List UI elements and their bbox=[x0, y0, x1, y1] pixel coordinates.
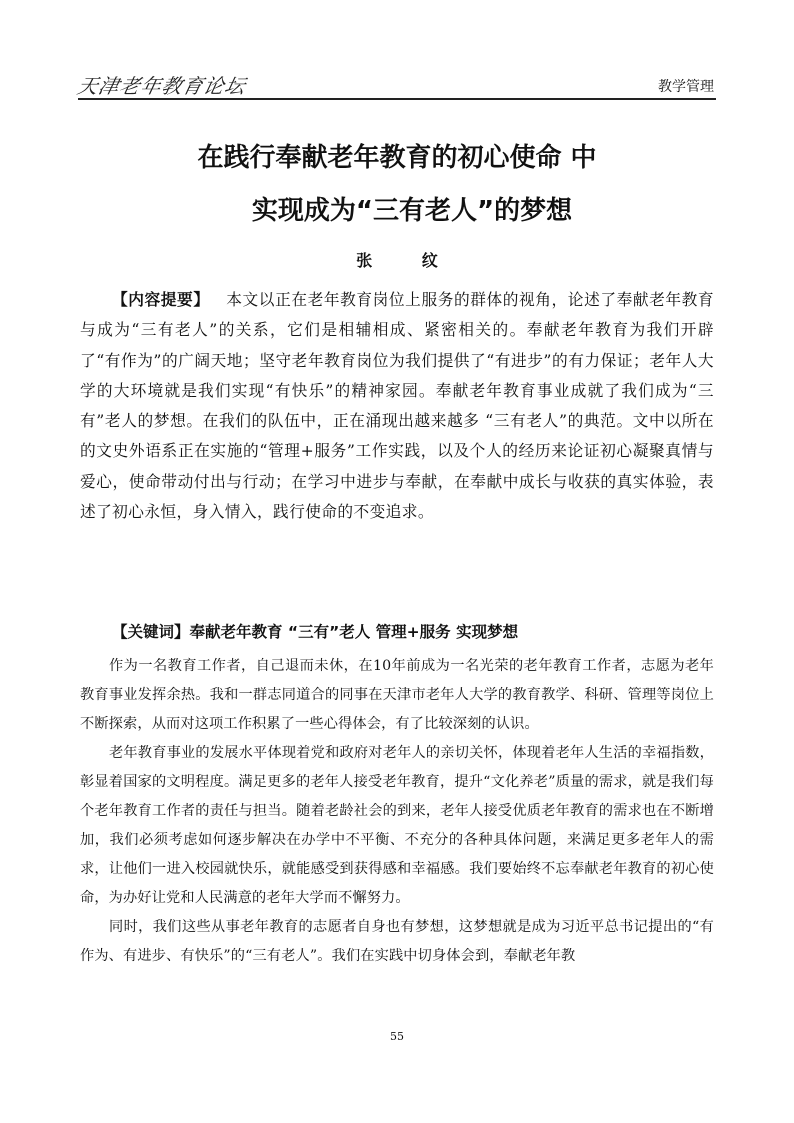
page-number: 55 bbox=[390, 1030, 404, 1043]
header-rule bbox=[78, 98, 716, 100]
body-paragraph: 老年教育事业的发展水平体现着党和政府对老年人的亲切关怀，体现着老年人生活的幸福指数，彰显着国家的文明程度。满足更多的老年人接受老年教育，提升“文化养老”质量的需求，就是我们每个老年教育工作者的责任与担当。随着老龄社会的到来，老年人接受优质老年教育的需求也在不断增加，我们必须考虑如何逐步解决在办学中不平衡、不充分的各种具体问题，来满足更多老年人的需求，让他们一进入校园就快乐，就能感受到获得感和幸福感。我们要始终不忘奉献老年教育的初心使命，为办好让党和人民满意的老年大学而不懈努力。 bbox=[80, 745, 714, 906]
journal-logo: 天津老年教育论坛 bbox=[75, 74, 249, 98]
keywords-label: 【关键词】 bbox=[112, 623, 190, 641]
body-paragraph: 同时，我们这些从事老年教育的志愿者自身也有梦想，这梦想就是成为习近平总书记提出的“有作为、有进步、有快乐”的“三有老人”。我们在实践中切身体会到，奉献老年教 bbox=[80, 919, 714, 964]
abstract bbox=[80, 285, 714, 527]
keywords-text: 奉献老年教育 “三有”老人 管理+服务 实现梦想 bbox=[189, 623, 519, 641]
article-body bbox=[80, 652, 714, 971]
author-name: 张 纹 bbox=[356, 251, 460, 270]
keywords bbox=[112, 620, 714, 642]
article-title-line-2: 实现成为“三有老人”的梦想 bbox=[251, 196, 573, 226]
abstract-text: 本文以正在老年教育岗位上服务的群体的视角，论述了奉献老年教育与成为“三有老人”的关系，它们是相辅相成、紧密相关的。奉献老年教育为我们开辟了“有作为”的广阔天地；坚守老年教育岗位为我们提供了“有进步”的有力保证；老年人大学的大环境就是我们实现“有快乐”的精神家园。奉献老年教育事业成就了我们成为“三有”老人的梦想。在我们的队伍中，正在涌现出越来越多 “三有老人”的典范。文中以所在的文史外语系正在实施的“管理+服务”工作实践，以及个人的经历来论证初心凝聚真情与爱心，使命带动付出与行动；在学习中进步与奉献，在奉献中成长与收获的真实体验，表述了初心永恒，身入情入，践行使命的不变追求。 bbox=[80, 290, 714, 522]
section-label: 教学管理 bbox=[658, 79, 714, 95]
abstract-label: 【内容提要】 bbox=[112, 290, 210, 309]
article-title-line-1: 在践行奉献老年教育的初心使命 中 bbox=[197, 143, 597, 173]
body-paragraph: 作为一名教育工作者，自己退而未休，在10年前成为一名光荣的老年教育工作者，志愿为老年教育事业发挥余热。我和一群志同道合的同事在天津市老年人大学的教育教学、科研、管理等岗位上不断探索，从而对这项工作积累了一些心得体会，有了比较深刻的认识。 bbox=[80, 658, 714, 732]
page-header bbox=[75, 68, 716, 100]
